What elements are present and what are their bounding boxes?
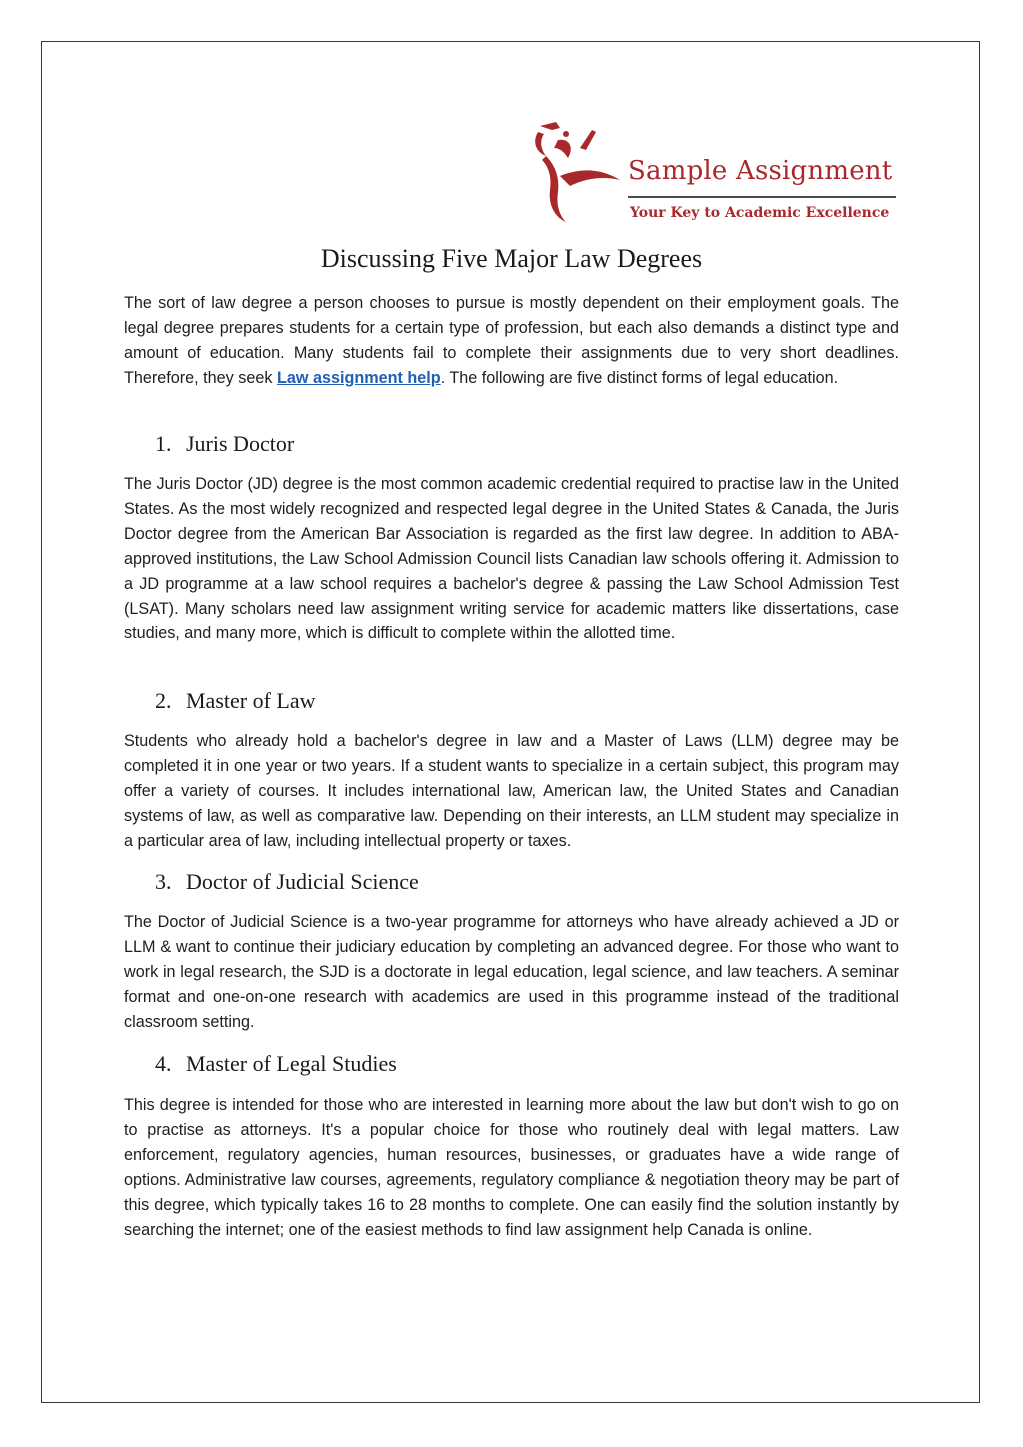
page-title: Discussing Five Major Law Degrees: [320, 244, 703, 273]
section-number: 4.: [155, 1051, 172, 1076]
section-title: Master of Law: [186, 688, 316, 713]
section-heading-doctor-of-judicial-science: [155, 868, 419, 896]
section-body-master-of-law: Students who already hold a bachelor's degree in law and a Master of Laws (LLM) degree may be completed it in one year or two years. If a student wants to specialize in a certain subject, this program may offer a variety of courses. It includes international law, American law, the United States and Canadian systems of law, as well as comparative law. Depending on their interests, an LLM student may specialize in a particular area of law, including intellectual property or taxes.: [124, 732, 899, 850]
section-heading-juris-doctor: [155, 430, 294, 458]
section-heading-master-of-legal-studies: [155, 1050, 397, 1078]
logo-name: Sample Assignment: [628, 156, 893, 186]
section-number: 3.: [155, 869, 172, 894]
section-body-doctor-of-judicial-science: The Doctor of Judicial Science is a two-year programme for attorneys who have already achieved a JD or LLM & want to continue their judiciary education by completing an advanced degree. For those who want to work in legal research, the SJD is a doctorate in legal education, legal science, and law teachers. A seminar format and one-on-one research with academics are used in this programme instead of the traditional classroom setting.: [124, 913, 899, 1031]
intro-text-before: The sort of law degree a person chooses to pursue is mostly dependent on their employment goals. The legal degree prepares students for a certain type of profession, but each also demands a distinct type and amount of education. Many students fail to complete their assignments due to very short deadlines. Therefore, they seek: [124, 294, 899, 387]
logo-divider: [628, 196, 896, 198]
section-number: 1.: [155, 431, 172, 456]
intro-paragraph: [124, 291, 899, 391]
intro-text-after: . The following are five distinct forms of legal education.: [440, 368, 839, 387]
logo-figure-icon: [530, 118, 630, 230]
law-assignment-help-link[interactable]: Law assignment help: [276, 368, 441, 387]
sample-assignment-logo: [530, 118, 902, 230]
section-title: Juris Doctor: [186, 431, 295, 456]
section-body-juris-doctor: The Juris Doctor (JD) degree is the most common academic credential required to practise law in the United States. As the most widely recognized and respected legal degree in the United States & Canada, the Juris Doctor degree from the American Bar Association is regarded as the first law degree. In addition to ABA-approved institutions, the Law School Admission Council lists Canadian law schools offering it. Admission to a JD programme at a law school requires a bachelor's degree & passing the Law School Admission Test (LSAT). Many scholars need law assignment writing service for academic matters like dissertations, case studies, and many more, which is difficult to complete within the allotted time.: [124, 475, 899, 643]
section-number: 2.: [155, 688, 172, 713]
section-title: Doctor of Judicial Science: [186, 869, 419, 894]
section-body-master-of-legal-studies: This degree is intended for those who are interested in learning more about the law but don't wish to go on to practise as attorneys. It's a popular choice for those who routinely deal with legal matters. Law enforcement, regulatory agencies, human resources, businesses, or graduates have a wide range of options. Administrative law courses, agreements, regulatory compliance & negotiation theory may be part of this degree, which typically takes 16 to 28 months to complete. One can easily find the solution instantly by searching the internet; one of the easiest methods to find law assignment help Canada is online.: [124, 1096, 899, 1239]
section-title: Master of Legal Studies: [186, 1051, 397, 1076]
section-heading-master-of-law: [155, 687, 316, 715]
logo-tagline: Your Key to Academic Excellence: [630, 205, 890, 221]
